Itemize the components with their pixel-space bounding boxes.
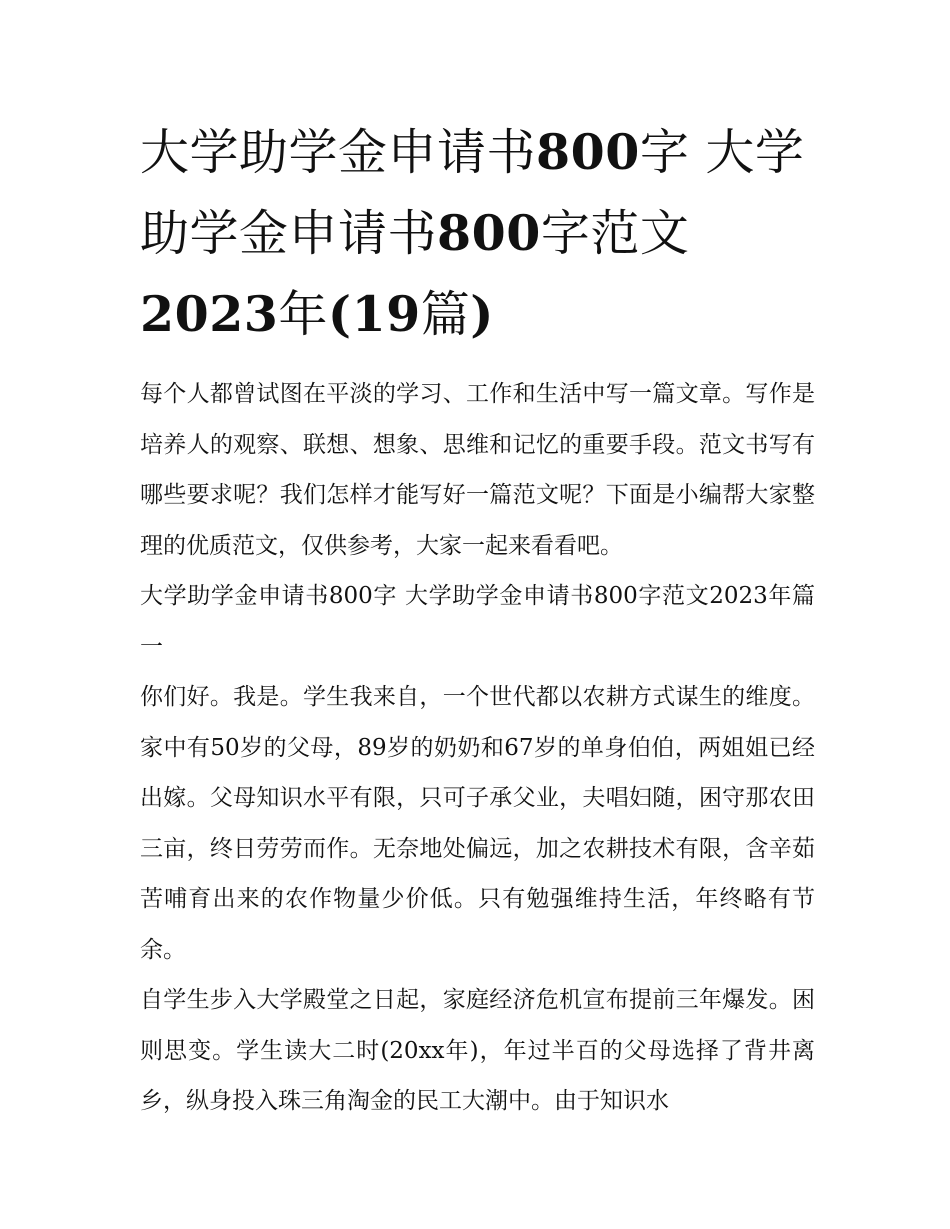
document-body	[140, 369, 815, 1127]
body-paragraph: 自学生步入大学殿堂之日起，家庭经济危机宣布提前三年爆发。困则思变。学生读大二时(20xx年)，年过半百的父母选择了背井离乡，纵身投入珠三角淘金的民工大潮中。由于知识水	[140, 987, 815, 1114]
document-page	[140, 112, 815, 1127]
section-heading: 大学助学金申请书800字 大学助学金申请书800字范文2023年篇一	[140, 583, 815, 660]
document-title: 大学助学金申请书800字 大学助学金申请书800字范文2023年(19篇)	[140, 123, 805, 343]
body-paragraph: 你们好。我是。学生我来自，一个世代都以农耕方式谋生的维度。家中有50岁的父母，89岁的奶奶和67岁的单身伯伯，两姐姐已经出嫁。父母知识水平有限，只可子承父业，夫唱妇随，困守那农田三亩，终日劳劳而作。无奈地处偏远，加之农耕技术有限，含辛茹苦哺育出来的农作物量少价低。只有勉强维持生活，年终略有节余。	[140, 684, 815, 963]
intro-paragraph: 每个人都曾试图在平淡的学习、工作和生活中写一篇文章。写作是培养人的观察、联想、想象、思维和记忆的重要手段。范文书写有哪些要求呢？我们怎样才能写好一篇范文呢？下面是小编帮大家整理的优质范文，仅供参考，大家一起来看看吧。	[140, 381, 815, 559]
